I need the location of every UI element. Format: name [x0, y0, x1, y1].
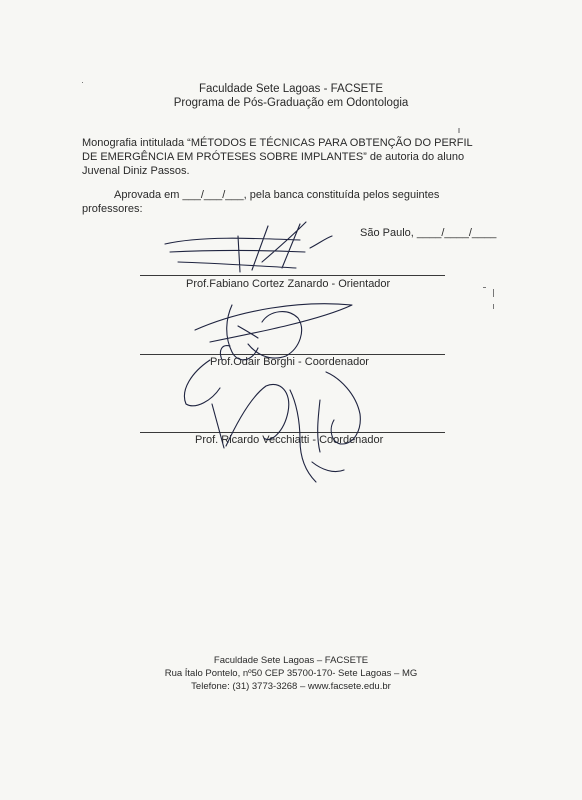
- approval-line-1: Aprovada em ___/___/___, pela banca constituída pelos seguintes: [114, 189, 440, 201]
- signatory-advisor: Prof.Fabiano Cortez Zanardo - Orientador: [186, 278, 391, 290]
- approval-line-2: professores:: [82, 203, 143, 215]
- monograph-line-3: Juvenal Diniz Passos.: [82, 165, 190, 177]
- signatory-coordinator-1: Prof.Odair Borghi - Coordenador: [210, 356, 369, 368]
- program-name: Programa de Pós-Graduação em Odontologia: [173, 97, 409, 109]
- footer-institution: Faculdade Sete Lagoas – FACSETE: [213, 655, 369, 666]
- approval-statement: [82, 188, 502, 216]
- place-date: São Paulo, ____/____/____: [360, 227, 497, 239]
- footer-address: Rua Ítalo Pontelo, nº50 CEP 35700-170- Sete Lagoas – MG: [164, 668, 418, 679]
- monograph-line-1: Monografia intitulada “MÉTODOS E TÉCNICAS PARA OBTENÇÃO DO PERFIL: [82, 137, 473, 149]
- signature-coordinator-2: [184, 360, 360, 482]
- page-footer: [0, 654, 582, 693]
- scan-mark: [493, 304, 494, 309]
- scan-mark: [493, 289, 494, 297]
- signature-line-coordinator-1: [140, 354, 445, 355]
- scan-mark: [82, 82, 83, 83]
- signature-advisor: [165, 222, 332, 272]
- institution-name: Faculdade Sete Lagoas - FACSETE: [198, 83, 384, 95]
- signature-line-coordinator-2: [140, 432, 445, 433]
- footer-contact: Telefone: (31) 3773-3268 – www.facsete.edu.br: [191, 681, 391, 692]
- monograph-statement: [82, 136, 502, 178]
- signature-line-advisor: [140, 275, 445, 276]
- monograph-line-2: DE EMERGÊNCIA EM PRÓTESES SOBRE IMPLANTES” de autoria do aluno: [82, 151, 465, 163]
- signatory-coordinator-2: Prof. Ricardo Vecchiatti - Coordenador: [195, 434, 384, 446]
- scan-mark: [458, 128, 460, 133]
- signature-coordinator-1: [195, 304, 352, 360]
- page-header: [0, 82, 582, 110]
- scan-mark: [483, 287, 486, 288]
